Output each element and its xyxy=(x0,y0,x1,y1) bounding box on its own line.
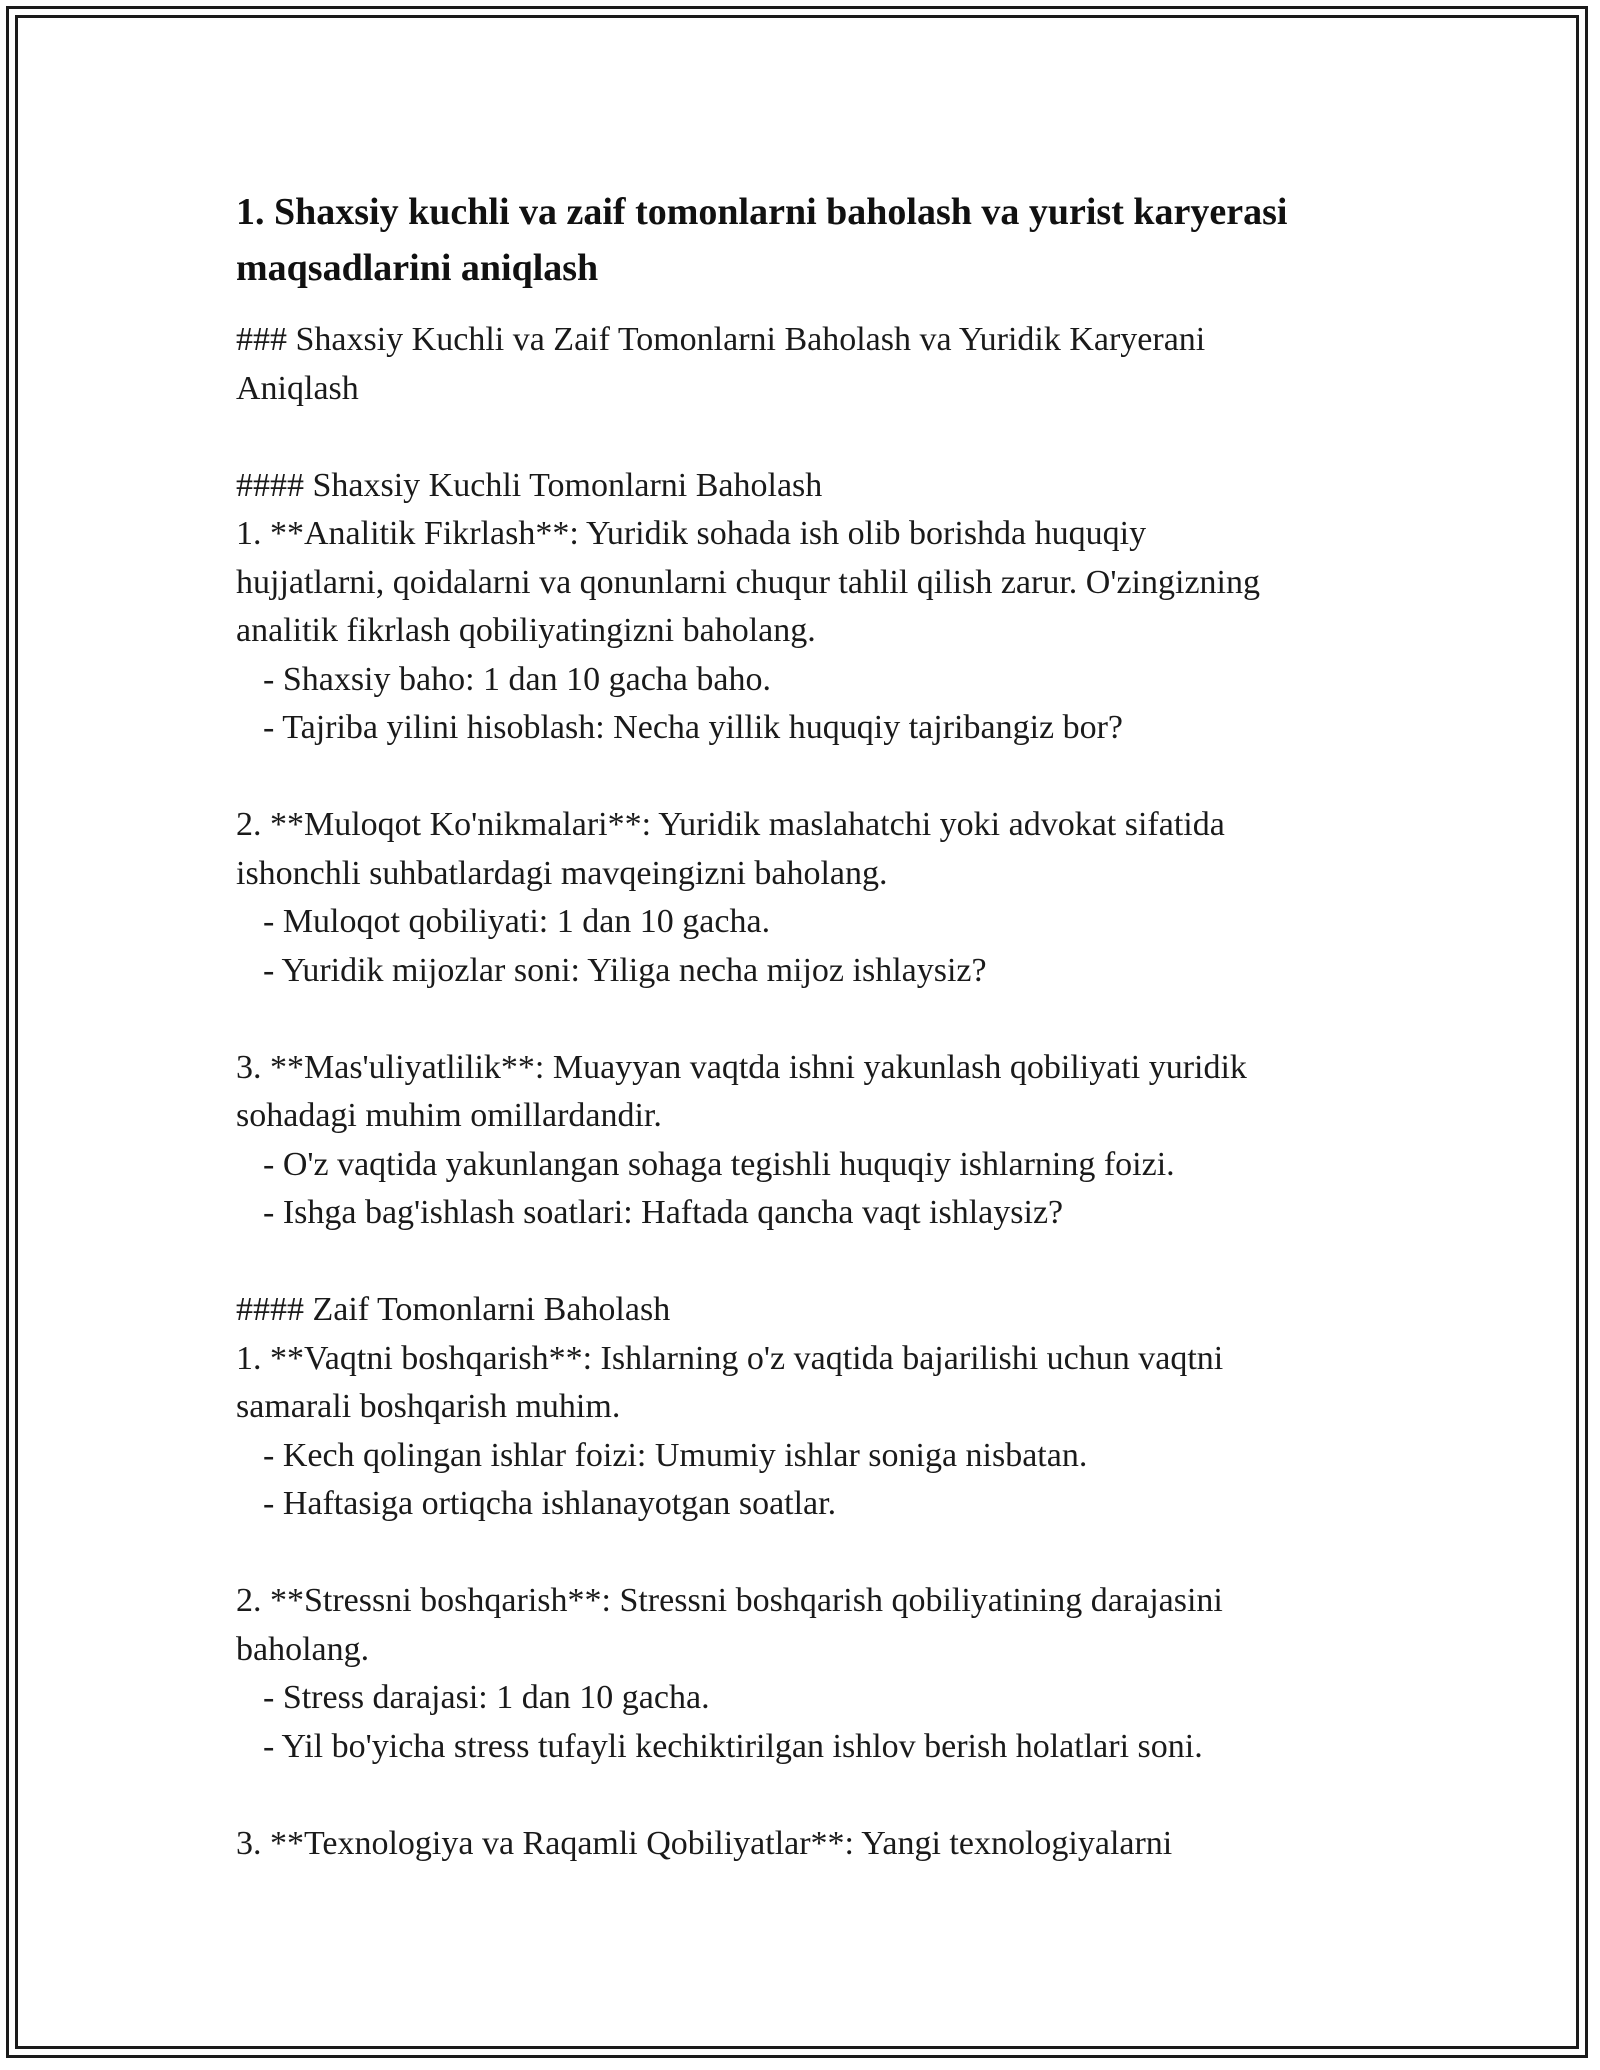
text-line: 2. **Muloqot Ko'nikmalari**: Yuridik maslahatchi yoki advokat sifatida xyxy=(236,806,1225,843)
text-line: baholang. xyxy=(236,1630,370,1668)
sub-item: - Haftasiga ortiqcha ishlanayotgan soatlar. xyxy=(263,1485,837,1522)
sub-item: - Yil bo'yicha stress tufayli kechiktirilgan ishlov berish holatlari soni. xyxy=(263,1727,1203,1765)
text-line: 1. **Vaqtni boshqarish**: Ishlarning o'z vaqtida bajarilishi uchun vaqtni xyxy=(236,1339,1224,1377)
sub-item: - Ishga bag'ishlash soatlari: Haftada qancha vaqt ishlaysiz? xyxy=(263,1194,1064,1231)
section-heading: #### Shaxsiy Kuchli Tomonlarni Baholash xyxy=(236,466,823,504)
sub-item: - Kech qolingan ishlar foizi: Umumiy ishlar soniga nisbatan. xyxy=(263,1436,1088,1474)
blank-line xyxy=(236,1238,1356,1287)
text-line: 3. **Texnologiya va Raqamli Qobiliyatlar**: Yangi texnologiyalarni xyxy=(236,1824,1173,1862)
blank-line xyxy=(236,1529,1356,1578)
document-title: 1. Shaxsiy kuchli va zaif tomonlarni baholash va yurist karyerasi maqsadlarini aniqlash xyxy=(236,191,1288,289)
sub-item: - Tajriba yilini hisoblash: Necha yillik huquqiy tajribangiz bor? xyxy=(263,709,1124,746)
text-line: samarali boshqarish muhim. xyxy=(236,1388,621,1425)
blank-line xyxy=(236,413,1356,462)
text-line: Aniqlash xyxy=(236,369,359,407)
section-heading: #### Zaif Tomonlarni Baholash xyxy=(236,1291,671,1328)
blank-line xyxy=(236,753,1356,802)
text-line: analitik fikrlash qobiliyatingizni baholang. xyxy=(236,612,816,649)
sub-item: - O'z vaqtida yakunlangan sohaga tegishli huquqiy ishlarning foizi. xyxy=(263,1145,1175,1183)
sub-item: - Shaxsiy baho: 1 dan 10 gacha baho. xyxy=(263,660,771,698)
text-line: hujjatlarni, qoidalarni va qonunlarni chuqur tahlil qilish zarur. O'zingizning xyxy=(236,563,1260,601)
document-body xyxy=(236,184,1356,1868)
sub-item: - Yuridik mijozlar soni: Yiliga necha mijoz ishlaysiz? xyxy=(263,951,987,989)
text-line: 2. **Stressni boshqarish**: Stressni boshqarish qobiliyatining darajasini xyxy=(236,1582,1223,1619)
text-line: ### Shaxsiy Kuchli va Zaif Tomonlarni Baholash va Yuridik Karyerani xyxy=(236,321,1206,358)
sub-item: - Muloqot qobiliyati: 1 dan 10 gacha. xyxy=(263,903,771,940)
sub-item: - Stress darajasi: 1 dan 10 gacha. xyxy=(263,1679,710,1716)
blank-line xyxy=(236,1771,1356,1820)
text-line: 3. **Mas'uliyatlilik**: Muayyan vaqtda ishni yakunlash qobiliyati yuridik xyxy=(236,1048,1247,1086)
blank-line xyxy=(236,995,1356,1044)
text-line: 1. **Analitik Fikrlash**: Yuridik sohada ish olib borishda huquqiy xyxy=(236,515,1147,552)
text-line: ishonchli suhbatlardagi mavqeingizni baholang. xyxy=(236,854,888,892)
text-line: sohadagi muhim omillardandir. xyxy=(236,1097,662,1134)
